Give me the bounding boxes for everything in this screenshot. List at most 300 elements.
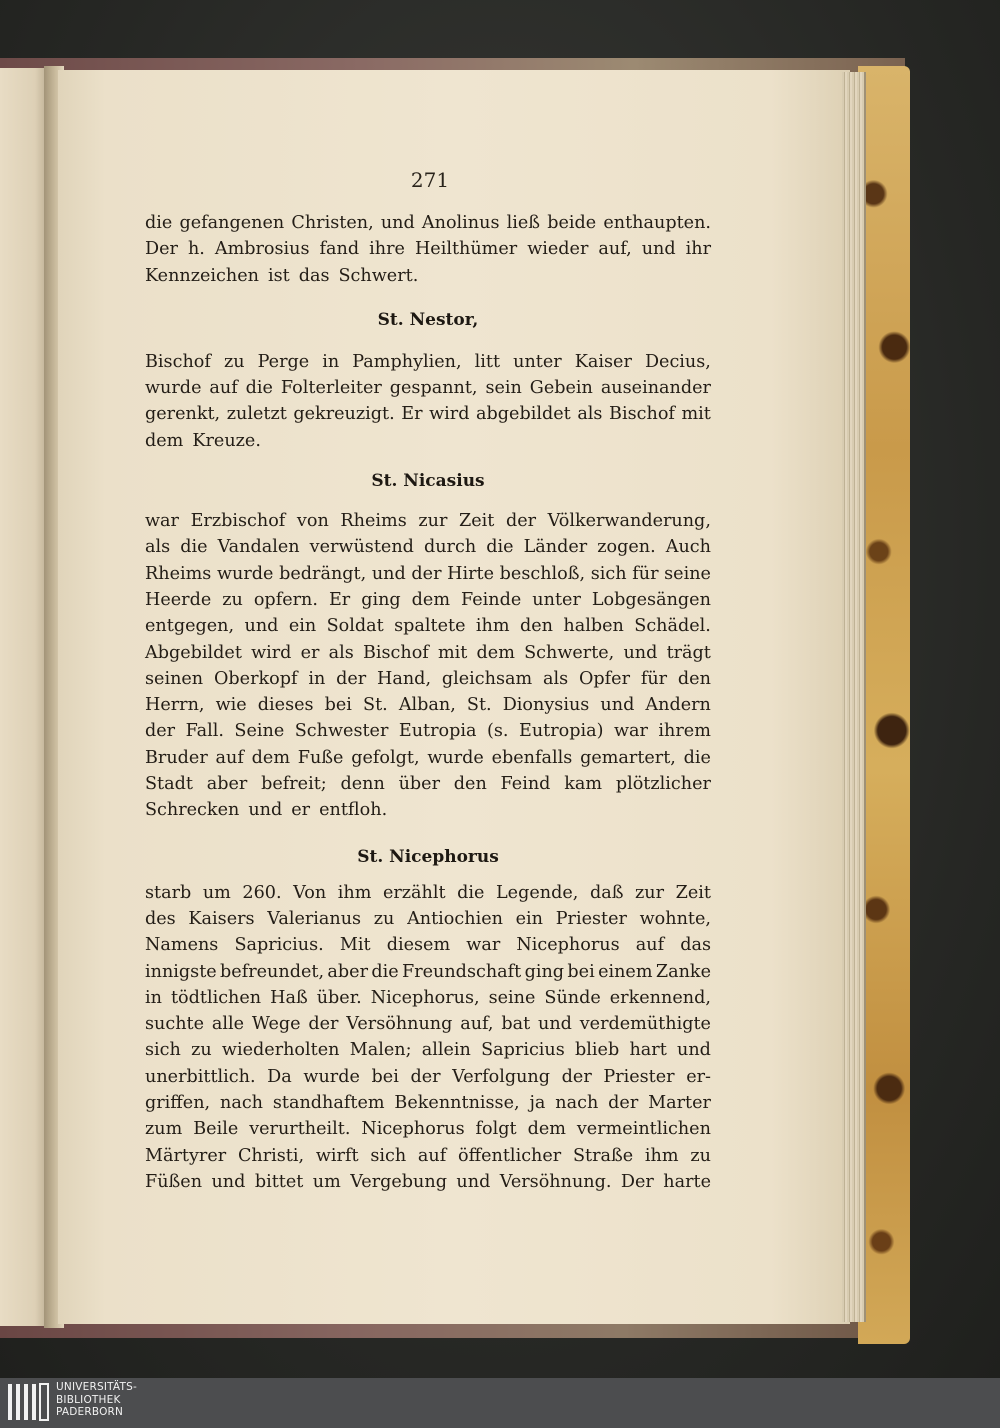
page-number: 271 bbox=[410, 168, 450, 192]
word: ihrem bbox=[658, 721, 711, 742]
word: Seine bbox=[234, 721, 285, 742]
word: Dionysius bbox=[502, 695, 590, 716]
word: unter bbox=[513, 351, 562, 372]
word: daß bbox=[589, 882, 624, 903]
text-line bbox=[145, 880, 711, 906]
word: Versöhnung. bbox=[499, 1171, 612, 1192]
word: griffen, bbox=[145, 1093, 211, 1114]
section-heading: St. Nicasius bbox=[371, 471, 485, 492]
page-text bbox=[145, 210, 711, 1195]
word: mit bbox=[437, 642, 468, 663]
book-cover-bottom-edge bbox=[0, 1322, 890, 1338]
word: 260. bbox=[242, 882, 282, 903]
word: ein bbox=[288, 616, 317, 637]
word: befreundet, bbox=[220, 961, 325, 982]
word: Andern bbox=[645, 695, 711, 716]
word: zu bbox=[222, 589, 243, 610]
word: unter bbox=[532, 589, 581, 610]
word: spaltete bbox=[394, 616, 466, 637]
word: bat bbox=[501, 1014, 531, 1035]
text-line bbox=[145, 932, 711, 958]
word: Sünde bbox=[544, 987, 601, 1008]
page-stack-edge bbox=[842, 72, 866, 1322]
word: Christen, bbox=[291, 213, 374, 233]
word: gespannt, bbox=[389, 378, 478, 399]
word: Vandalen bbox=[217, 537, 300, 558]
word: Gebein bbox=[529, 378, 593, 399]
word: Kaiser bbox=[574, 351, 632, 372]
text-line bbox=[145, 797, 711, 823]
word: gefangenen bbox=[179, 213, 285, 233]
word: der bbox=[308, 1014, 339, 1035]
word: Völkerwanderung, bbox=[547, 511, 711, 532]
word: Abgebildet bbox=[145, 642, 242, 663]
word: des bbox=[145, 908, 176, 929]
word: zum bbox=[145, 1119, 183, 1140]
word: Christi, bbox=[237, 1145, 305, 1166]
word: ein bbox=[515, 908, 544, 929]
word: Eutropia) bbox=[518, 721, 604, 742]
word: Nicephorus, bbox=[370, 987, 480, 1008]
word: dem bbox=[476, 642, 515, 663]
word: erkennend, bbox=[609, 987, 711, 1008]
word: die bbox=[457, 882, 485, 903]
word: ja bbox=[529, 1093, 546, 1114]
word: als bbox=[328, 642, 354, 663]
word: kam bbox=[564, 774, 603, 795]
word: St. bbox=[363, 695, 388, 716]
word: seinen bbox=[145, 668, 204, 689]
word: Der bbox=[145, 239, 178, 260]
word: Beile bbox=[193, 1119, 239, 1140]
text-line bbox=[145, 1011, 711, 1037]
word: um bbox=[312, 1171, 341, 1192]
text-line bbox=[145, 613, 711, 639]
word: Ambrosius bbox=[214, 239, 310, 260]
word: Opfer bbox=[578, 668, 630, 689]
word: dieses bbox=[257, 695, 314, 716]
word: ihm bbox=[475, 616, 510, 637]
word: der bbox=[561, 1066, 592, 1087]
word: Verfolgung bbox=[452, 1066, 551, 1087]
word: ihr bbox=[685, 239, 711, 260]
word: unerbittlich. bbox=[145, 1066, 256, 1087]
word: war bbox=[613, 721, 648, 742]
word: der bbox=[336, 668, 367, 689]
word: über. bbox=[316, 987, 362, 1008]
word: der bbox=[410, 1066, 441, 1087]
word: dem bbox=[251, 747, 290, 768]
word: aber bbox=[327, 961, 368, 982]
word: gerenkt, bbox=[145, 404, 221, 425]
word: Von bbox=[293, 882, 327, 903]
word: erzählt bbox=[382, 882, 446, 903]
word: Erzbischof bbox=[190, 511, 286, 532]
word: Rheims bbox=[145, 563, 212, 584]
word: und bbox=[456, 1171, 491, 1192]
text-line bbox=[145, 561, 711, 587]
word: Bischof bbox=[609, 404, 675, 425]
paragraph bbox=[145, 210, 711, 289]
word: Alban, bbox=[398, 695, 456, 716]
word: und bbox=[211, 1171, 246, 1192]
word: Zeit bbox=[458, 511, 495, 532]
word: in bbox=[145, 987, 162, 1008]
word: Schädel. bbox=[634, 616, 711, 637]
word: dem bbox=[411, 589, 451, 610]
word: Kreuze. bbox=[192, 430, 261, 451]
word: für bbox=[640, 668, 668, 689]
word: Bischof bbox=[145, 351, 211, 372]
word: litt bbox=[474, 351, 501, 372]
logo-line: BIBLIOTHEK bbox=[56, 1393, 121, 1406]
word: die bbox=[371, 961, 399, 982]
section-heading: St. Nicephorus bbox=[357, 846, 499, 867]
word: entgegen, bbox=[145, 616, 235, 637]
word: zu bbox=[191, 1040, 212, 1061]
section-body bbox=[145, 508, 711, 824]
text-line bbox=[145, 428, 711, 454]
word: auseinander bbox=[600, 378, 711, 399]
word: Hirte bbox=[447, 563, 495, 584]
word: und bbox=[371, 563, 406, 584]
word: Er bbox=[328, 589, 351, 610]
word: auf bbox=[209, 378, 238, 399]
word: abgebildet bbox=[476, 404, 571, 425]
word: zu bbox=[690, 1145, 711, 1166]
word: Haß bbox=[270, 987, 308, 1008]
word: Zeit bbox=[675, 882, 711, 903]
word: Bekenntnisse, bbox=[394, 1093, 520, 1114]
word: Priester bbox=[603, 1066, 675, 1087]
text-line bbox=[145, 534, 711, 560]
word: ihre bbox=[369, 239, 405, 260]
word: Pamphylien, bbox=[352, 351, 462, 372]
word: diesem bbox=[386, 935, 451, 956]
word: Nicephorus bbox=[516, 935, 620, 956]
word: zur bbox=[418, 511, 448, 532]
word: Auch bbox=[665, 537, 711, 558]
text-line bbox=[145, 692, 711, 718]
word: nach bbox=[555, 1093, 599, 1114]
text-line bbox=[145, 587, 711, 613]
word: Schwert. bbox=[338, 265, 419, 286]
word: mit bbox=[681, 404, 711, 425]
word: Eutropia bbox=[398, 721, 477, 742]
word: ihm bbox=[644, 1145, 679, 1166]
word: und bbox=[677, 1040, 711, 1061]
word: verurtheilt. bbox=[249, 1119, 351, 1140]
word: den bbox=[453, 774, 487, 795]
text-line bbox=[145, 1037, 711, 1063]
library-logo-icon bbox=[6, 1380, 52, 1426]
word: Sapricius. bbox=[234, 935, 324, 956]
word: den bbox=[677, 668, 711, 689]
word: gleichsam bbox=[441, 668, 533, 689]
word: folgt bbox=[475, 1119, 517, 1140]
word: über bbox=[398, 774, 440, 795]
text-line bbox=[145, 640, 711, 666]
word: gemartert, bbox=[580, 747, 676, 768]
word: verwüstend bbox=[309, 537, 414, 558]
word: ihm bbox=[337, 882, 372, 903]
logo-line: UNIVERSITÄTS- bbox=[56, 1381, 137, 1393]
word: denn bbox=[340, 774, 385, 795]
text-line bbox=[145, 1143, 711, 1169]
word: die bbox=[486, 537, 514, 558]
word: bei bbox=[567, 961, 595, 982]
word: St. bbox=[466, 695, 492, 716]
word: starb bbox=[145, 882, 192, 903]
word: verdemüthigte bbox=[579, 1014, 711, 1035]
word: bei bbox=[324, 695, 352, 716]
word: wurde bbox=[427, 747, 484, 768]
word: entfloh. bbox=[319, 800, 388, 821]
word: seine bbox=[488, 987, 536, 1008]
word: Decius, bbox=[644, 351, 711, 372]
text-line bbox=[145, 349, 711, 375]
word: ist bbox=[267, 265, 290, 286]
word: Vergebung bbox=[350, 1171, 447, 1192]
word: alle bbox=[211, 1014, 244, 1035]
word: der bbox=[505, 511, 537, 532]
text-line bbox=[145, 666, 711, 692]
word: Antiochien bbox=[407, 908, 503, 929]
word: um bbox=[202, 882, 231, 903]
word: und bbox=[380, 213, 415, 233]
word: Märtyrer bbox=[145, 1145, 227, 1166]
word: bedrängt, bbox=[279, 563, 367, 584]
word: Legende, bbox=[496, 882, 579, 903]
word: fand bbox=[319, 239, 360, 260]
word: die bbox=[245, 378, 273, 399]
word: wirft bbox=[315, 1145, 359, 1166]
word: tödtlichen bbox=[170, 987, 262, 1008]
word: war bbox=[145, 511, 179, 532]
word: Marter bbox=[648, 1093, 711, 1114]
text-line bbox=[145, 236, 711, 262]
word: Schrecken bbox=[145, 800, 240, 821]
word: Bruder bbox=[145, 747, 208, 768]
word: gefolgt, bbox=[351, 747, 420, 768]
word: Er bbox=[401, 404, 423, 425]
text-line bbox=[145, 771, 711, 797]
word: Zanke bbox=[655, 961, 711, 982]
text-line bbox=[145, 508, 711, 534]
word: zuletzt bbox=[226, 404, 287, 425]
word: die bbox=[683, 747, 711, 768]
word: von bbox=[296, 511, 329, 532]
word: Valerianus bbox=[267, 908, 362, 929]
word: ebenfalls bbox=[491, 747, 573, 768]
word: er bbox=[291, 800, 311, 821]
word: sich bbox=[145, 1040, 181, 1061]
word: öffentlicher bbox=[458, 1145, 562, 1166]
word: sein bbox=[485, 378, 522, 399]
word: Schwester bbox=[294, 721, 389, 742]
word: wiederholten bbox=[221, 1040, 340, 1061]
word: Soldat bbox=[326, 616, 384, 637]
word: auf bbox=[417, 1145, 447, 1166]
text-line bbox=[145, 210, 711, 236]
text-line bbox=[145, 401, 711, 427]
word: für bbox=[632, 563, 659, 584]
logo-line: PADERBORN bbox=[56, 1406, 124, 1418]
word: zogen. bbox=[597, 537, 656, 558]
word: Kaisers bbox=[188, 908, 255, 929]
word: und bbox=[244, 616, 279, 637]
text-line bbox=[145, 985, 711, 1011]
word: wie bbox=[215, 695, 247, 716]
word: hart bbox=[629, 1040, 667, 1061]
word: Stadt bbox=[145, 774, 193, 795]
word: Sapricius bbox=[481, 1040, 565, 1061]
word: als bbox=[145, 537, 171, 558]
word: Malen; bbox=[349, 1040, 412, 1061]
word: ließ bbox=[506, 213, 541, 233]
word: Da bbox=[267, 1066, 292, 1087]
word: bei bbox=[371, 1066, 399, 1087]
word: wohnte, bbox=[639, 908, 711, 929]
word: dem bbox=[145, 430, 184, 451]
word: Nicephorus bbox=[361, 1119, 465, 1140]
word: der bbox=[608, 1093, 639, 1114]
word: Heerde bbox=[145, 589, 212, 610]
word: der bbox=[145, 721, 176, 742]
word: er- bbox=[686, 1066, 711, 1087]
word: das bbox=[680, 935, 711, 956]
word: plötzlicher bbox=[615, 774, 711, 795]
word: als bbox=[577, 404, 603, 425]
word: vermeintlichen bbox=[576, 1119, 711, 1140]
word: opfern. bbox=[253, 589, 318, 610]
word: Herrn, bbox=[145, 695, 205, 716]
word: Bischof bbox=[362, 642, 429, 663]
word: trägt bbox=[666, 642, 711, 663]
word: wurde bbox=[303, 1066, 360, 1087]
word: Versöhnung bbox=[346, 1014, 453, 1035]
word: Anolinus bbox=[421, 213, 500, 233]
word: Feinde bbox=[461, 589, 522, 610]
word: Wege bbox=[251, 1014, 301, 1035]
word: aber bbox=[206, 774, 248, 795]
word: die bbox=[145, 213, 173, 233]
word: war bbox=[466, 935, 501, 956]
word: Namens bbox=[145, 935, 219, 956]
word: auf, bbox=[460, 1014, 494, 1035]
word: Oberkopf bbox=[213, 668, 298, 689]
word: Der bbox=[620, 1171, 654, 1192]
text-line bbox=[145, 959, 711, 985]
word: wurde bbox=[216, 563, 274, 584]
text-line bbox=[145, 263, 711, 289]
word: Heilthümer bbox=[414, 239, 518, 260]
word: dem bbox=[527, 1119, 566, 1140]
word: nach bbox=[220, 1093, 264, 1114]
left-page-edge bbox=[0, 68, 50, 1326]
word: allein bbox=[421, 1040, 471, 1061]
word: einem bbox=[598, 961, 653, 982]
word: und bbox=[248, 800, 283, 821]
word: durch bbox=[423, 537, 477, 558]
word: beschloß, bbox=[499, 563, 586, 584]
text-line bbox=[145, 906, 711, 932]
word: Schwerte, bbox=[524, 642, 615, 663]
word: Kennzeichen bbox=[145, 265, 259, 286]
word: in bbox=[308, 668, 326, 689]
word: den bbox=[519, 616, 553, 637]
word: standhaftem bbox=[272, 1093, 385, 1114]
word: der bbox=[411, 563, 442, 584]
word: auf, bbox=[598, 239, 632, 260]
word: und bbox=[623, 642, 658, 663]
word: ging bbox=[524, 961, 565, 982]
word: wurde bbox=[145, 378, 202, 399]
word: Feind bbox=[500, 774, 551, 795]
word: Perge bbox=[257, 351, 310, 372]
word: Rheims bbox=[340, 511, 407, 532]
word: Freundschaft bbox=[401, 961, 522, 982]
word: halben bbox=[563, 616, 624, 637]
word: suchte bbox=[145, 1014, 205, 1035]
word: bittet bbox=[254, 1171, 304, 1192]
section-body bbox=[145, 880, 711, 1196]
word: befreit; bbox=[261, 774, 327, 795]
word: sich bbox=[590, 563, 627, 584]
word: blieb bbox=[575, 1040, 620, 1061]
word: Folterleiter bbox=[280, 378, 382, 399]
section-body bbox=[145, 349, 711, 454]
word: als bbox=[543, 668, 569, 689]
library-logo-text bbox=[56, 1381, 137, 1419]
word: Fall. bbox=[185, 721, 224, 742]
text-line bbox=[145, 1064, 711, 1090]
word: h. bbox=[187, 239, 205, 260]
word: zu bbox=[373, 908, 395, 929]
footer-bar bbox=[0, 1378, 1000, 1428]
word: auf bbox=[635, 935, 665, 956]
word: sich bbox=[370, 1145, 407, 1166]
word: Priester bbox=[555, 908, 627, 929]
word: Füßen bbox=[145, 1171, 203, 1192]
word: wird bbox=[251, 642, 292, 663]
text-line bbox=[145, 1090, 711, 1116]
text-line bbox=[145, 718, 711, 744]
word: Lobgesängen bbox=[591, 589, 711, 610]
word: wird bbox=[429, 404, 470, 425]
text-line bbox=[145, 1116, 711, 1142]
word: zur bbox=[635, 882, 665, 903]
word: auf bbox=[215, 747, 244, 768]
word: wieder bbox=[527, 239, 589, 260]
word: innigste bbox=[145, 961, 217, 982]
word: beide bbox=[547, 213, 597, 233]
word: (s. bbox=[487, 721, 509, 742]
word: und bbox=[641, 239, 676, 260]
word: Hand, bbox=[377, 668, 432, 689]
word: harte bbox=[663, 1171, 711, 1192]
word: die bbox=[180, 537, 208, 558]
word: Straße bbox=[572, 1145, 634, 1166]
word: und bbox=[537, 1014, 572, 1035]
word: und bbox=[600, 695, 635, 716]
word: ging bbox=[361, 589, 401, 610]
text-line bbox=[145, 745, 711, 771]
word: Länder bbox=[523, 537, 588, 558]
word: gekreuzigt. bbox=[293, 404, 395, 425]
word: seine bbox=[664, 563, 711, 584]
text-line bbox=[145, 1169, 711, 1195]
